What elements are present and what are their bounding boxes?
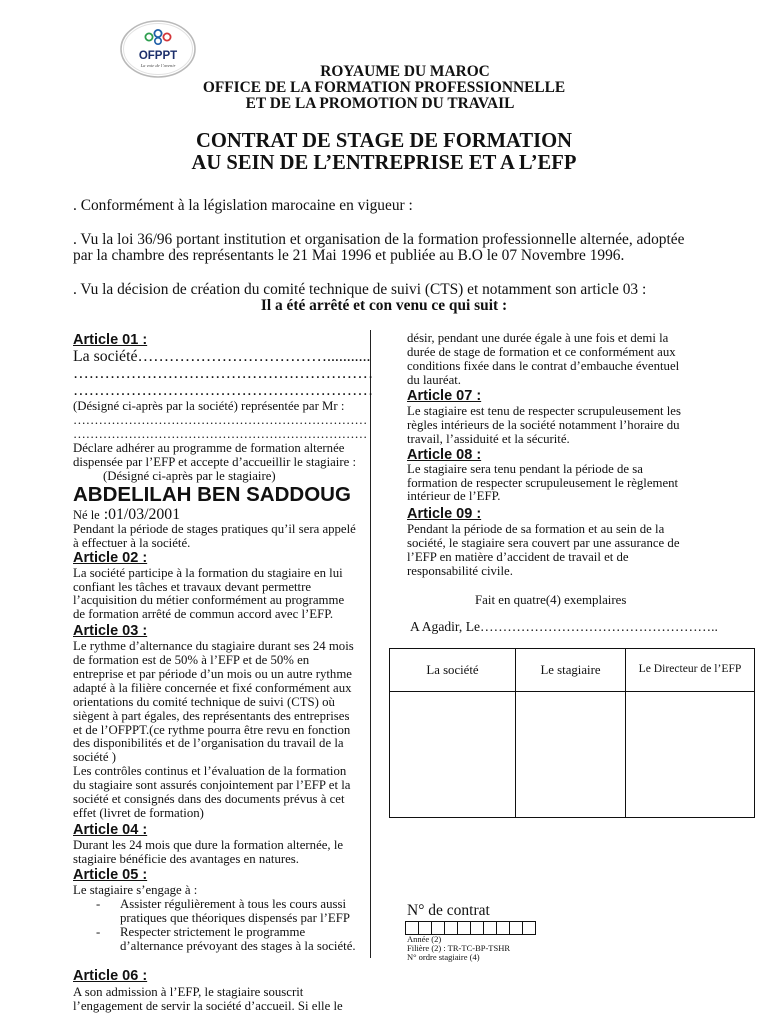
text-line: dispensée par l’EFP et accepte d’accueillir le stagiaire : (73, 455, 357, 469)
text-line: à effectuer à la société. (73, 535, 191, 550)
text-line: formation de respecter scrupuleusement le règlement (407, 475, 679, 490)
signature-cell-company[interactable] (390, 692, 516, 817)
list-item (96, 898, 350, 925)
article-07-body (407, 404, 681, 446)
decision-statement: Il a été arrêté et con venu ce qui suit : (260, 297, 508, 314)
contract-digit-box[interactable] (431, 921, 444, 935)
dotted-line: …………………………………………………………… (73, 413, 368, 427)
text-line: Respecter strictement le programme (120, 925, 306, 939)
list-bullet: - (96, 897, 101, 911)
list-bullet: - (96, 925, 101, 939)
place-date-line: A Agadir, Le…………………………………………….. (410, 619, 718, 634)
text-line: Le stagiaire sera tenu pendant la période de sa (407, 462, 643, 476)
article-06-continuation (407, 331, 679, 387)
contract-number-legend (407, 935, 510, 962)
text-line: siègent à part égales, des représentants des entreprises (73, 708, 350, 723)
text-line: l’engagement de servir la société d’accueil. Si elle le (73, 999, 343, 1013)
text-line: du stagiaire sont assurés conjointement par l’EFP et la (73, 778, 351, 793)
article-08-body (407, 463, 678, 504)
page-subtitle: AU SEIN DE L’ENTREPRISE ET A L’EFP (191, 152, 577, 174)
text-line: règles intérieurs de la société notamment l’horaire du (407, 418, 680, 432)
text-line: Pendant la période de sa formation et au sein de la (407, 522, 665, 536)
text-line: société ) (73, 750, 116, 765)
signature-header-trainee: Le stagiaire (516, 649, 626, 692)
article-01-period (73, 523, 356, 550)
contract-digit-box[interactable] (483, 921, 496, 935)
contract-digit-box[interactable] (496, 921, 509, 935)
article-02-body (73, 567, 344, 622)
birth-date: :01/03/2001 (103, 506, 181, 523)
text-line: par la chambre des représentants le 21 Mai 1996 et publiée au B.O le 07 Novembre 1996. (73, 247, 625, 264)
article-02-heading: Article 02 : (73, 550, 148, 566)
text-line: et de l’OFPPT.(ce rythme pourra être revu en fonction (73, 722, 351, 737)
text-line: durée de stage de formation et ce conformément aux (407, 345, 676, 359)
article-01-details (73, 399, 367, 483)
text-line: Pendant la période de stages pratiques qu’il sera appelé (73, 522, 356, 536)
text-line: Les contrôles continus et l’évaluation de la formation (73, 764, 347, 779)
text-line: d’alternance prévoyant des stages à la société. (120, 938, 356, 953)
header-promotion: ET DE LA PROMOTION DU TRAVAIL (245, 95, 515, 112)
text-line: de formation arrêté de commun accord avec l’EFP. (73, 607, 334, 622)
text-line: travail, l’assiduité et la sécurité. (407, 432, 570, 446)
article-06-body (73, 985, 343, 1013)
text-line: . Vu la loi 36/96 portant institution et organisation de la formation professionnelle alternée, adoptée (73, 231, 685, 248)
legend-line: N° ordre stagiaire (4) (407, 952, 480, 962)
text-line: orientations du comité technique de suivi (CTS) où (73, 694, 335, 709)
text-line: société et consignés dans des documents prévus à cet (73, 792, 345, 807)
contract-number-label: N° de contrat (407, 902, 490, 919)
preamble-law (73, 232, 684, 264)
text-line: l’acquisition du métier conformément au programme (73, 593, 345, 608)
text-line: Déclare adhérer au programme de formation alternée (73, 441, 345, 455)
text-line: entreprise et par période d’un mois ou un autre rythme (73, 666, 352, 681)
column-divider (370, 330, 371, 958)
text-line: de formation est de 50% à l’EFP et de 50% en (73, 652, 310, 667)
text-line: l’EFP en matière d’accident de travail et de (407, 550, 629, 564)
list-item (96, 926, 356, 953)
contract-digit-box[interactable] (509, 921, 522, 935)
text-line: des disponibilités et de l’organisation du travail de la (73, 736, 344, 751)
header-kingdom: ROYAUME DU MAROC (320, 63, 490, 80)
text-line: société, le stagiaire sera couvert par une assurance de (407, 536, 680, 550)
article-05-heading: Article 05 : (73, 867, 148, 883)
preamble-legislation: . Conformément à la législation marocaine en vigueur : (73, 197, 413, 214)
contract-digit-box[interactable] (457, 921, 470, 935)
preamble-decision: . Vu la décision de création du comité technique de suivi (CTS) et notamment son article 03 : (73, 281, 647, 298)
article-09-body (407, 522, 680, 578)
article-06-heading: Article 06 : (73, 968, 148, 984)
birth-label: Né le (73, 508, 100, 522)
text-line: conditions fixée dans le contrat d’embauche éventuel (407, 359, 680, 373)
text-line: (Désigné ci-après par le stagiaire) (103, 469, 276, 483)
text-line: effet (livret de formation) (73, 806, 204, 821)
article-03-heading: Article 03 : (73, 623, 148, 639)
article-09-heading: Article 09 : (407, 506, 482, 522)
company-line: La société………………………………........... (73, 348, 371, 365)
article-04-heading: Article 04 : (73, 822, 148, 838)
copies-statement: Fait en quatre(4) exemplaires (475, 593, 627, 607)
article-07-heading: Article 07 : (407, 388, 482, 404)
text-line: désir, pendant une durée égale à une fois et demi la (407, 331, 669, 345)
text-line: stagiaire bénéficie des avantages en natures. (73, 852, 299, 866)
text-line: Assister régulièrement à tous les cours aussi (120, 897, 347, 911)
text-line: Durant les 24 mois que dure la formation alternée, le (73, 838, 344, 852)
signature-header-director: Le Directeur de l’EFP (626, 649, 754, 692)
dotted-line: ………………………………………………… (73, 382, 374, 399)
text-line: La société participe à la formation du stagiaire en lui (73, 566, 343, 580)
company-field (73, 348, 373, 399)
article-05-intro: Le stagiaire s’engage à : (73, 883, 198, 897)
legend-line: Année (2) (407, 934, 442, 944)
signature-header-company: La société (390, 649, 516, 692)
text-line: A son admission à l’EFP, le stagiaire souscrit (73, 985, 304, 999)
article-08-heading: Article 08 : (407, 447, 482, 463)
page-title: CONTRAT DE STAGE DE FORMATION (195, 130, 573, 152)
article-01-heading: Article 01 : (73, 332, 148, 348)
contract-digit-box[interactable] (418, 921, 431, 935)
ofppt-logo (118, 18, 198, 80)
text-line: Le rythme d’alternance du stagiaire durant ses 24 mois (73, 639, 354, 653)
contract-number-boxes (405, 921, 536, 934)
text-line: du lauréat. (407, 373, 462, 387)
article-03-body (73, 640, 354, 821)
contract-digit-box[interactable] (470, 921, 483, 935)
signature-cell-trainee[interactable] (516, 692, 626, 817)
text-line: responsabilité civile. (407, 564, 513, 578)
text-line: adapté à la filière concernée et fixé conformément aux (73, 680, 352, 695)
dotted-line: …………………………………………………………… (73, 427, 368, 441)
logo-name: OFPPT (138, 50, 178, 62)
header-office: OFFICE DE LA FORMATION PROFESSIONNELLE (202, 79, 566, 96)
contract-digit-box[interactable] (444, 921, 457, 935)
text-line: (Désigné ci-après par la société) représentée par Mr : (73, 399, 345, 413)
signature-table (389, 648, 755, 818)
article-04-body (73, 838, 343, 866)
logo-tagline: La voie de l’avenir (140, 63, 176, 68)
text-line: pratiques que théoriques dispensés par l’EFP (120, 910, 350, 925)
text-line: Le stagiaire est tenu de respecter scrupuleusement les (407, 404, 681, 418)
signature-cell-director[interactable] (626, 692, 754, 817)
text-line: confiant les tâches et travaux devant permettre (73, 579, 312, 594)
text-line: intérieur de l’EFP. (407, 489, 501, 504)
contract-digit-box[interactable] (522, 921, 536, 935)
contract-digit-box[interactable] (405, 921, 418, 935)
dotted-line: ………………………………………………… (73, 365, 374, 382)
legend-line: Filière (2) : TR-TC-BP-TSHR (407, 943, 511, 953)
trainee-name: ABDELILAH BEN SADDOUG (73, 483, 351, 506)
